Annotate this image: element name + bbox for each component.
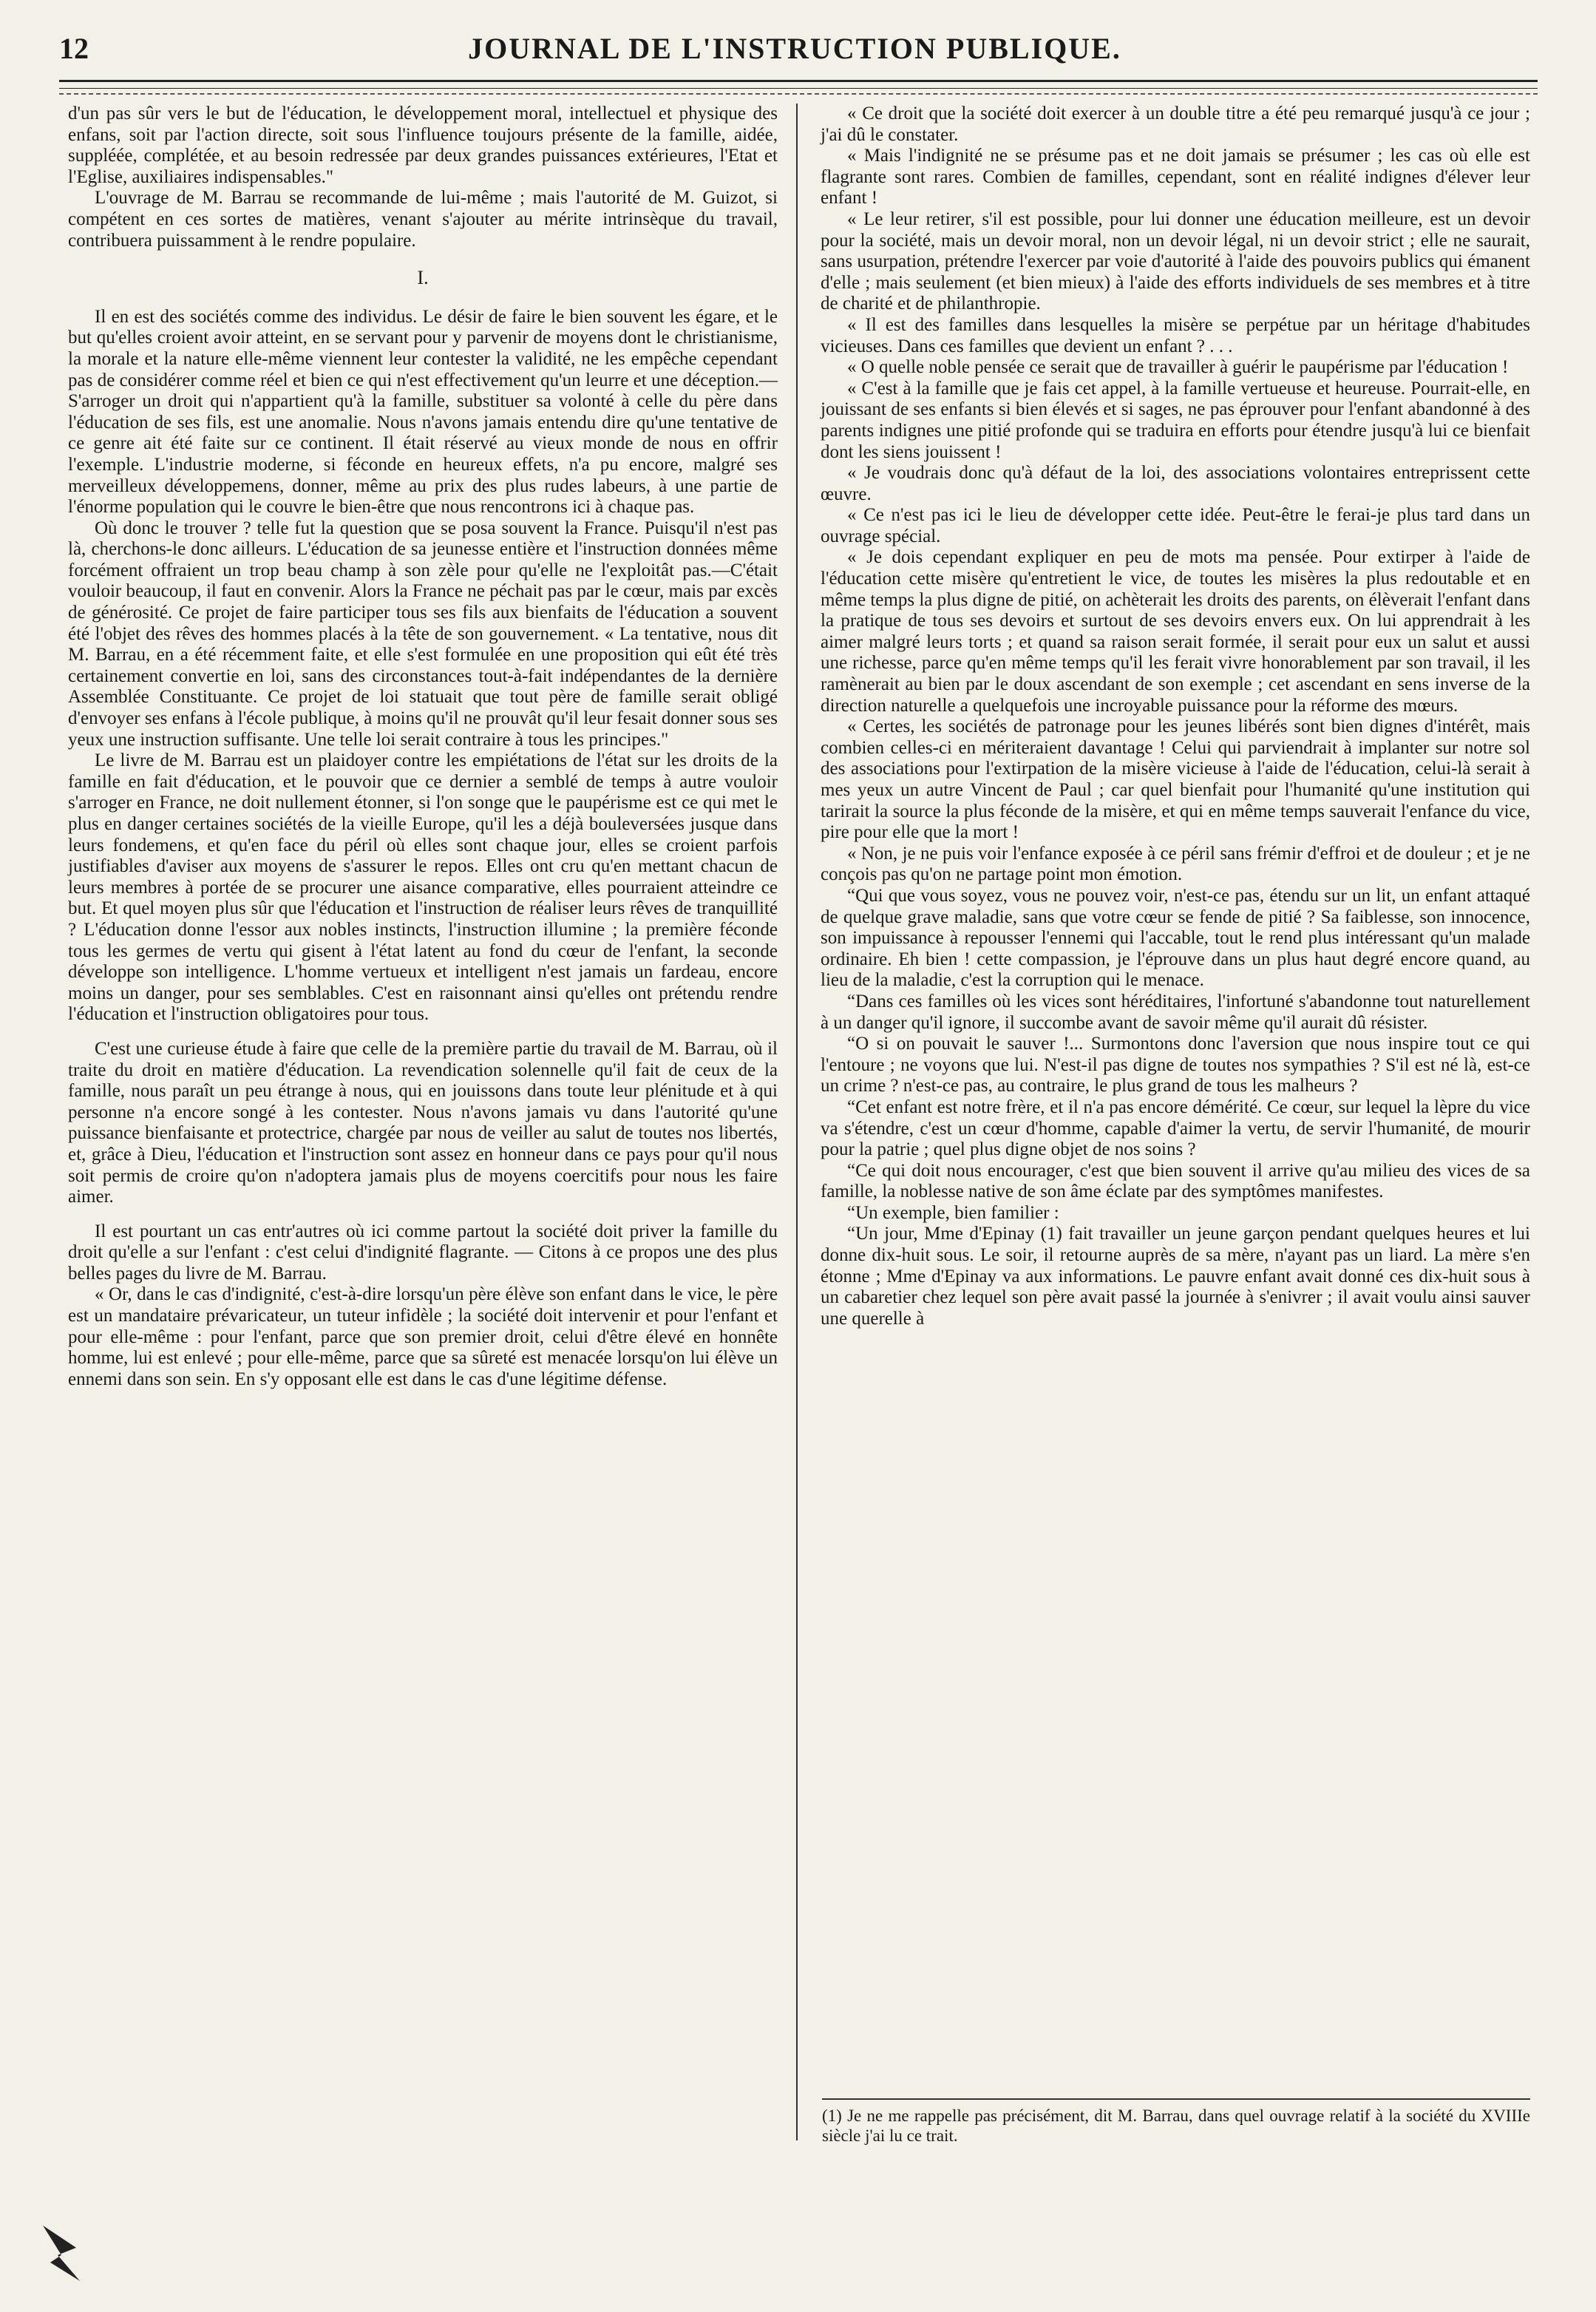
paragraph: « O quelle noble pensée ce serait que de travailler à guérir le paupérisme par l'éducation ! <box>847 357 1509 378</box>
paragraph: Où donc le trouver ? telle fut la question que se posa souvent la France. Puisqu'il n'est pas là, cherchons-le donc ailleurs. L'éducation de sa jeunesse entière et l'instruction données même forcément offraient un trop beau champ à son zèle pour qu'elle ne l'exploitât pas.—C'était vouloir beaucoup, il faut en convenir. Alors la France ne péchait pas par le cœur, mais par excès de générosité. Ce projet de faire participer tous ses fils aux bienfaits de l'éducation a souvent été l'objet des rêves des hommes placés à la tête de son gouvernement. « La tentative, nous dit M. Barrau, en a été récemment faite, et elle s'est formulée en une proposition qui eût été très certainement convertie en loi, sans des circonstances tout-à-fait indépendantes de la dernière Assemblée Constituante. Ce projet de loi statuait que tout père de famille serait obligé d'envoyer ses enfans à l'école publique, à moins qu'il ne prouvât qu'il leur fesait donner sous ses yeux une instruction suffisante. Une telle loi serait contraire à tous les principes." <box>68 518 778 750</box>
paragraph: Il en est des sociétés comme des individus. Le désir de faire le bien souvent les égare, et le but qu'elles croient avoir atteint, en se servant pour y parvenir de moyens dont le christianisme, la morale et la nature elle-même viennent leur contester la validité, ne les empêche cependant pas de considérer comme réel et bien ce qui n'est effectivement qu'un leurre et une déception.—S'arroger un droit qui n'appartient qu'à la famille, substituer sa volonté à celle du père dans l'éducation de ses fils, est une anomalie. Nous n'avons jamais entendu dire qu'une tentative de ce genre ait été faite sur ce continent. Il était réservé au vieux monde de nous en offrir l'exemple. L'industrie moderne, si féconde en heureux effets, n'a pu encore, malgré ses merveilleux développemens, donner, même au prix des plus rudes labeurs, à une partie de l'énorme population qui le couvre le bien-être que nous rencontrons ici à chaque pas. <box>68 306 778 518</box>
paragraph-gap <box>68 1026 778 1039</box>
page-corner-mark <box>35 2211 95 2292</box>
paragraph: « Je voudrais donc qu'à défaut de la loi, des associations volontaires entreprissent cette œuvre. <box>821 463 1530 504</box>
paragraph: L'ouvrage de M. Barrau se recommande de lui-même ; mais l'autorité de M. Guizot, si compétent en ces sortes de matières, venant s'ajouter au mérite intrinsèque du travail, contribuera puissamment à le rendre populaire. <box>68 188 778 251</box>
page-header <box>59 28 1530 72</box>
paragraph: d'un pas sûr vers le but de l'éducation, le développement moral, intellectuel et physique des enfans, soit par l'action directe, soit sous l'influence toujours présente de la famille, aidée, suppléée, complétée, et au besoin redressée par deux grandes puissances extérieures, l'Etat et l'Eglise, auxiliaires indispensables." <box>68 104 778 187</box>
paragraph: « Il est des familles dans lesquelles la misère se perpétue par un héritage d'habitudes vicieuses. Dans ces familles que devient un enfant ? . . . <box>821 314 1530 356</box>
paragraph: « C'est à la famille que je fais cet appel, à la famille vertueuse et heureuse. Pourrait-elle, en jouissant de ses enfants si bien élevés et si sages, ne pas éprouver pour l'enfant abandonné à des parents indignes une pitié profonde qui se traduira en efforts pour étendre jusqu'à lui ce bienfait dont les siens jouissent ! <box>821 378 1530 462</box>
paragraph: « Ce n'est pas ici le lieu de développer cette idée. Peut-être le ferai-je plus tard dans un ouvrage spécial. <box>821 505 1530 546</box>
paragraph: Il est pourtant un cas entr'autres où ici comme partout la société doit priver la famille du droit qu'elle a sur l'enfant : c'est celui d'indignité flagrante. — Citons à ce propos une des plus belles pages du livre de M. Barrau. <box>68 1221 778 1284</box>
paragraph: « Le leur retirer, s'il est possible, pour lui donner une éducation meilleure, est un devoir pour la société, mais un devoir moral, non un devoir légal, ni un devoir strict ; elle ne saurait, sans usurpation, prétendre l'exercer par voie d'autorité à l'aide des pouvoirs publics qui émanent d'elle ; mais seulement (et bien mieux) à l'aide des efforts individuels de ses membres et à titre de charité et de philanthropie. <box>821 209 1530 314</box>
paragraph: “Cet enfant est notre frère, et il n'a pas encore démérité. Ce cœur, sur lequel la lèpre du vice va s'étendre, c'est un cœur d'homme, capable d'aimer la vertu, de servir l'humanité, de mourir pour la patrie ; quel plus digne objet de nos soins ? <box>821 1096 1530 1160</box>
column-divider <box>796 104 798 2140</box>
paragraph: “Un exemple, bien familier : <box>847 1202 1059 1223</box>
paragraph: « Mais l'indignité ne se présume pas et ne doit jamais se présumer ; les cas où elle est flagrante sont rares. Combien de familles, cependant, sont en réalité indignes d'élever leur enfant ! <box>821 146 1530 209</box>
left-column <box>68 104 778 2129</box>
paragraph: “Un jour, Mme d'Epinay (1) fait travailler un jeune garçon pendant quelques heures et lui donne dix-huit sous. Le soir, il retourne auprès de sa mère, n'ayant pas un liard. La mère s'en étonne ; Mme d'Epinay va aux informations. Le pauvre enfant avait donné ces dix-huit sous à un cabaretier chez lequel son père avait passé la journée à s'enivrer ; il avait voulu ainsi sauver une querelle à <box>821 1224 1530 1329</box>
footnote <box>822 2106 1530 2146</box>
header-rule <box>59 80 1538 89</box>
paragraph: “Qui que vous soyez, vous ne pouvez voir, n'est-ce pas, étendu sur un lit, un enfant attaqué de quelque grave maladie, sans que votre cœur se fende de pitié ? Sa faiblesse, son innocence, son impuissance à repousser l'ennemi qui l'accable, tout le rend plus intéressant qu'un malade ordinaire. Eh bien ! cette compassion, je l'éprouve dans un plus haut degré encore quand, au lieu de la maladie, c'est la corruption qui le menace. <box>821 885 1530 991</box>
paragraph: Le livre de M. Barrau est un plaidoyer contre les empiétations de l'état sur les droits de la famille en fait d'éducation, et le pouvoir que ce dernier a semblé de temps à autre vouloir s'arroger en France, ne doit nullement étonner, si l'on songe que le paupérisme est ce qui met le plus en danger certaines sociétés de la vieille Europe, qu'il les a déjà bouleversées jusque dans leurs fondemens, et qu'en face du péril où elles sont chaque jour, elles se croient parfois justifiables d'aviser aux moyens de s'assurer le repos. Elles ont cru qu'en mettant chacun de leurs membres à portée de se procurer une aisance comparative, elles pourraient atteindre ce but. Et quel moyen plus sûr que l'éducation et l'instruction de réaliser leurs rêves de tranquillité ? L'éducation donne l'essor aux nobles instincts, l'instruction illumine ; la première féconde tous les germes de vertu qui gisent à l'état latent au fond du cœur de l'enfant, la seconde développe son intelligence. L'homme vertueux et intelligent n'est jamais un fardeau, encore moins un danger, pour ses semblables. C'est en raisonnant ainsi qu'elles ont prétendu rendre l'éducation et l'instruction obligatoires pour tous. <box>68 750 778 1025</box>
paragraph: « Ce droit que la société doit exercer à un double titre a été peu remarqué jusqu'à ce jour ; j'ai dû le constater. <box>821 104 1530 145</box>
paragraph: « Je dois cependant expliquer en peu de mots ma pensée. Pour extirper à l'aide de l'éducation cette misère qu'entretient le vice, de toutes les misères la plus redoutable et en même temps la plus digne de pitié, on achèterait les droits des parents, on élèverait l'enfant dans la pratique de tous ses devoirs et surtout de ses devoirs envers eux. On lui apprendrait à les aimer malgré leurs torts ; et quand sa raison serait formée, il serait pour eux un salut et aussi une richesse, parce qu'en même temps qu'il les ferait vivre honorablement par son travail, il les ramènerait au bien par le doux ascendant de son exemple ; cet ascendant en sens inverse de la direction naturelle a quelquefois une incroyable puissance pour la réforme des mœurs. <box>821 547 1530 716</box>
paragraph: « Non, je ne puis voir l'enfance exposée à ce péril sans frémir d'effroi et de douleur ; et je ne conçois pas qu'on ne partage point mon émotion. <box>821 843 1530 885</box>
paragraph: “Dans ces familles où les vices sont héréditaires, l'infortuné s'abandonne tout naturellement à un danger qu'il ignore, il succombe avant de savoir même qu'il aurait dû résister. <box>821 991 1530 1033</box>
page-number: 12 <box>59 32 89 65</box>
paragraph: « Certes, les sociétés de patronage pour les jeunes libérés sont bien dignes d'intérêt, mais combien celles-ci en mériteraient davantage ! Celui qui parviendrait à implanter sur notre sol des associations pour l'extirpation de la misère vicieuse à l'aide de l'éducation, celui-là serait à mes yeux un autre Vincent de Paul ; car quel bienfait pour l'humanité qu'une institution qui tarirait la source la plus féconde de la misère, et qui en même temps sauverait l'enfance du vice, pire pour elle que la mort ! <box>821 716 1530 843</box>
header-dashed-rule <box>59 93 1538 95</box>
footnote-text: (1) Je ne me rappelle pas précisément, dit M. Barrau, dans quel ouvrage relatif à la société du XVIIIe siècle j'ai lu ce trait. <box>822 2106 1530 2145</box>
paragraph-gap <box>68 1208 778 1221</box>
paragraph: “Ce qui doit nous encourager, c'est que bien souvent il arrive qu'au milieu des vices de sa famille, la noblesse native de son âme éclate par des symptômes manifestes. <box>821 1160 1530 1202</box>
paragraph: “O si on pouvait le sauver !... Surmontons donc l'aversion que nous inspire tout ce qui l'entoure ; ne voyons que lui. N'est-il pas digne de toutes nos sympathies ? S'il est né là, est-ce un crime ? n'est-ce pas, au contraire, le plus grand de tous les malheurs ? <box>821 1034 1530 1096</box>
footnote-rule <box>822 2098 1530 2100</box>
paragraph: C'est une curieuse étude à faire que celle de la première partie du travail de M. Barrau, où il traite du droit en matière d'éducation. La revendication solennelle qu'il fait de ceux de la famille, nous paraît un peu étrange à nous, qui en jouissons dans toute leur plénitude et à qui personne n'a encore songé à les contester. Nous n'avons jamais vu dans l'autorité qu'une puissance bienfaisante et protectrice, chargée par nous de veiller au salut de toutes nos libertés, et, grâce à Dieu, l'éducation et l'instruction sont assez en honneur dans ce pays pour qu'il nous soit permis de croire qu'on n'adoptera jamais plus de moyens coercitifs pour nous les faire aimer. <box>68 1038 778 1207</box>
paragraph: « Or, dans le cas d'indignité, c'est-à-dire lorsqu'un père élève son enfant dans le vice, le père est un mandataire prévaricateur, un tuteur infidèle ; la société doit intervenir et pour l'enfant et pour elle-même : pour l'enfant, parce que son premier droit, celui d'être élevé en honnête homme, lui est enlevé ; pour elle-même, parce que sa sûreté est menacée lorsqu'on lui élève un ennemi dans son sein. En s'y opposant elle est dans le cas d'une légitime défense. <box>68 1284 778 1389</box>
section-heading: I. <box>417 267 429 289</box>
journal-title: JOURNAL DE L'INSTRUCTION PUBLIQUE. <box>468 32 1121 65</box>
right-column <box>821 104 1530 2092</box>
